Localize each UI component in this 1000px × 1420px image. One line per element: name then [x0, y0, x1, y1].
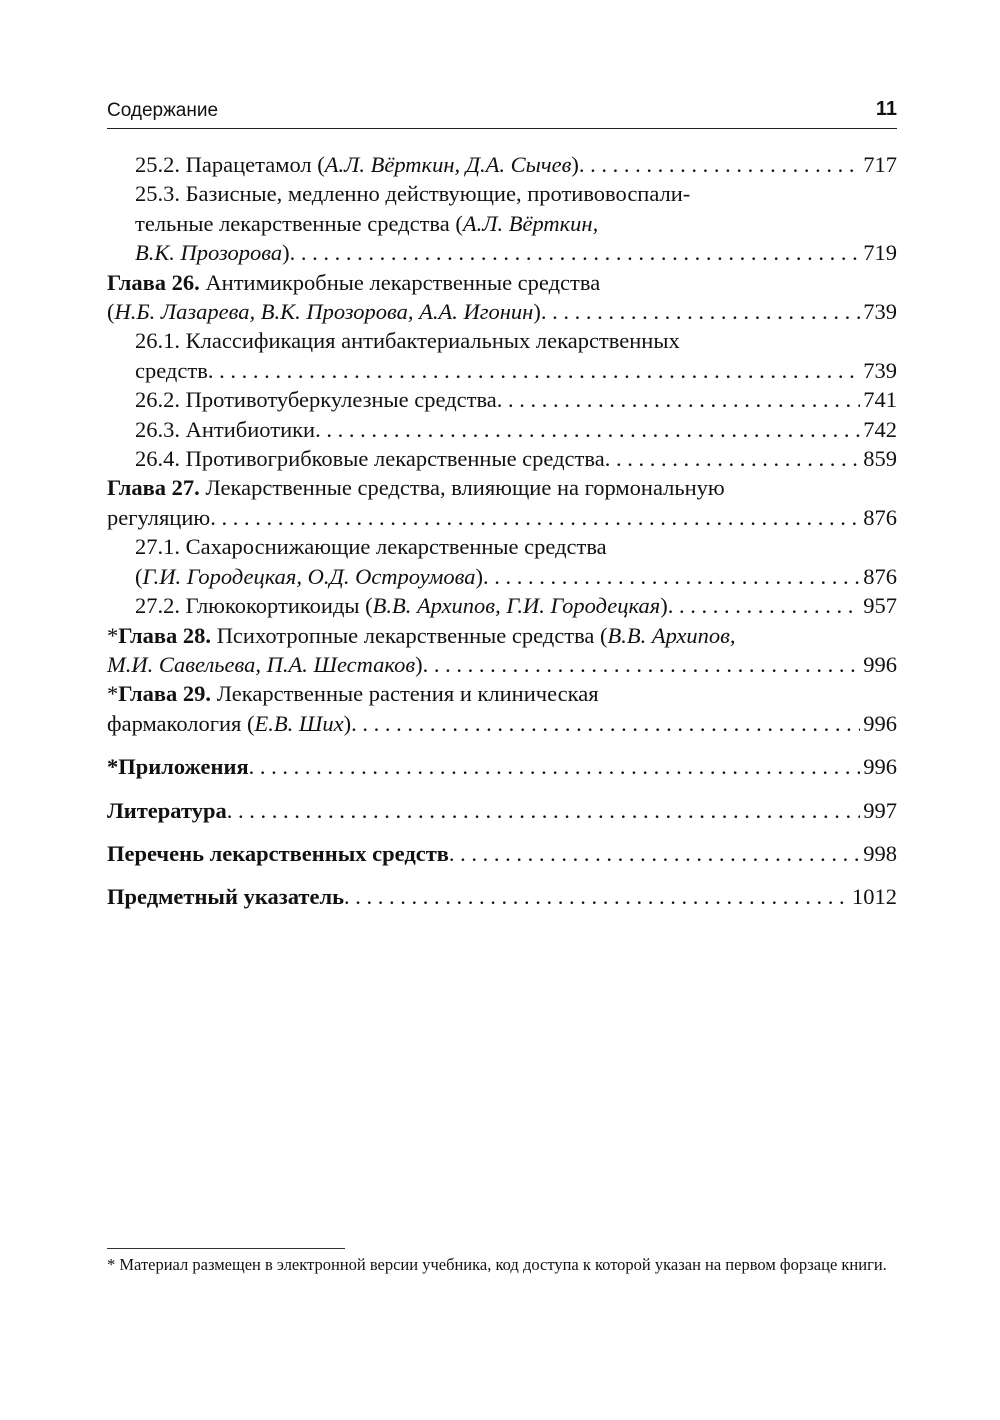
toc-chapter-28[interactable] — [107, 621, 897, 650]
toc-page-number: 876 — [863, 504, 897, 530]
toc-page-number: 957 — [863, 593, 897, 619]
toc-entry-authors: В.К. Прозорова — [135, 240, 283, 266]
dot-leader — [579, 150, 860, 179]
toc-entry-authors: М.И. Савельева, П.А. Шестаков — [107, 651, 416, 677]
table-of-contents — [107, 150, 897, 912]
chapter-title: Лекарственные средства, влияющие на гормональную — [199, 475, 725, 501]
chapter-label: Глава 27. — [107, 475, 200, 501]
dot-leader — [449, 839, 860, 868]
toc-chapter-29[interactable] — [107, 679, 897, 708]
footnote: * Материал размещен в электронной версии учебника, код доступа к которой указан на первом форзаце книги. — [107, 1255, 887, 1274]
toc-chapter-26-authors[interactable] — [107, 297, 897, 326]
toc-entry-authors: В.В. Архипов, Г.И. Городецкая — [372, 593, 661, 619]
toc-page-number: 739 — [863, 357, 897, 383]
dot-leader — [210, 503, 860, 532]
toc-literature[interactable] — [107, 796, 897, 825]
dot-leader — [351, 709, 860, 738]
toc-section-title: *Приложения — [107, 754, 249, 780]
toc-page-number: 717 — [863, 152, 897, 177]
toc-page-number: 876 — [863, 563, 897, 589]
toc-entry-25-3-cont[interactable] — [107, 209, 897, 238]
dot-leader — [315, 415, 860, 444]
toc-page-number: 996 — [863, 710, 897, 736]
toc-entry-paren: ) — [343, 710, 352, 736]
toc-drug-list[interactable] — [107, 839, 897, 868]
toc-entry-authors: Г.И. Городецкая, О.Д. Остроумова — [142, 563, 476, 589]
page-number: 11 — [875, 98, 897, 120]
dot-leader — [290, 238, 861, 267]
toc-entry-text: 26.4. Противогрибковые лекарственные средства — [135, 446, 605, 472]
toc-entry-paren: ) — [475, 563, 484, 589]
dot-leader — [497, 385, 860, 414]
toc-entry-text: средств — [135, 357, 208, 383]
toc-entry-paren: ) — [415, 651, 423, 677]
toc-page-number: 998 — [863, 840, 897, 866]
toc-entry-text: тельные лекарственные средства ( — [135, 210, 463, 236]
toc-entry-paren: ( — [107, 299, 115, 325]
dot-leader — [541, 297, 860, 326]
dot-leader — [423, 650, 861, 679]
toc-entry-25-3-end[interactable] — [107, 238, 897, 267]
chapter-label: Глава 26. — [107, 269, 200, 295]
chapter-label: Глава 29. — [118, 681, 212, 707]
toc-page-number: 859 — [863, 446, 897, 472]
chapter-title: Антимикробные лекарственные средства — [199, 269, 601, 295]
toc-page-number: 739 — [863, 299, 897, 325]
dot-leader — [249, 752, 861, 781]
toc-entry-25-3[interactable] — [107, 179, 897, 208]
asterisk: * — [107, 622, 119, 648]
toc-entry-text: 27.1. Сахароснижающие лекарственные средства — [135, 534, 607, 560]
toc-entry-text: 26.2. Противотуберкулезные средства — [135, 387, 497, 413]
toc-entry-authors: В.В. Архипов, — [607, 622, 736, 648]
toc-entry-27-1-authors[interactable] — [107, 562, 897, 591]
chapter-title: Лекарственные растения и клиническая — [211, 681, 599, 707]
toc-section-title: Литература — [107, 797, 227, 823]
toc-entry-27-1[interactable] — [107, 532, 897, 561]
toc-section-title: Предметный указатель — [107, 884, 344, 910]
toc-chapter-27-cont[interactable] — [107, 503, 897, 532]
toc-chapter-27[interactable] — [107, 473, 897, 502]
toc-entry-26-3[interactable] — [107, 415, 897, 444]
dot-leader — [344, 882, 849, 911]
toc-chapter-28-authors[interactable] — [107, 650, 897, 679]
toc-page-number: 741 — [863, 387, 897, 413]
running-header — [107, 98, 897, 129]
toc-chapter-29-cont[interactable] — [107, 709, 897, 738]
chapter-title: фармакология ( — [107, 710, 255, 736]
toc-entry-paren: ) — [282, 240, 290, 266]
toc-entry-paren: ( — [135, 563, 143, 589]
running-header-title: Содержание — [107, 100, 219, 121]
toc-appendices[interactable] — [107, 752, 897, 781]
dot-leader — [668, 591, 861, 620]
toc-page-number: 996 — [863, 754, 897, 780]
toc-entry-text: 26.1. Классификация антибактериальных лекарственных — [135, 328, 680, 354]
asterisk: * — [107, 681, 119, 707]
toc-entry-authors: Е.В. Ших — [254, 710, 344, 736]
dot-leader — [227, 796, 861, 825]
dot-leader — [208, 356, 860, 385]
toc-entry-text: 25.2. Парацетамол ( — [135, 152, 325, 177]
toc-chapter-26[interactable] — [107, 268, 897, 297]
toc-subject-index[interactable] — [107, 882, 897, 911]
toc-entry-25-2[interactable] — [107, 150, 897, 179]
toc-entry-26-2[interactable] — [107, 385, 897, 414]
dot-leader — [483, 562, 860, 591]
toc-entry-paren: ) — [533, 299, 541, 325]
toc-entry-text: 27.2. Глюкокортикоиды ( — [135, 593, 373, 619]
footnote-separator — [107, 1248, 345, 1249]
toc-page-number: 997 — [863, 797, 897, 823]
dot-leader — [605, 444, 861, 473]
toc-page-number: 1012 — [852, 884, 897, 910]
toc-page-number: 996 — [863, 651, 897, 677]
toc-page-number: 742 — [863, 416, 897, 442]
toc-entry-26-1-cont[interactable] — [107, 356, 897, 385]
toc-entry-26-4[interactable] — [107, 444, 897, 473]
chapter-title: Психотропные лекарственные средства ( — [211, 622, 608, 648]
toc-entry-26-1[interactable] — [107, 326, 897, 355]
chapter-label: Глава 28. — [118, 622, 212, 648]
toc-section-title: Перечень лекарственных средств — [107, 840, 449, 866]
toc-entry-text: 26.3. Антибиотики — [135, 416, 316, 442]
toc-entry-paren: ) — [571, 152, 579, 177]
toc-entry-paren: ) — [660, 593, 668, 619]
toc-entry-text: 25.3. Базисные, медленно действующие, противовоспали- — [135, 181, 691, 207]
toc-entry-27-2[interactable] — [107, 591, 897, 620]
toc-entry-authors: А.Л. Вёрткин, Д.А. Сычев — [324, 152, 572, 177]
toc-entry-authors: Н.Б. Лазарева, В.К. Прозорова, А.А. Игонин — [114, 299, 534, 325]
toc-entry-authors: А.Л. Вёрткин, — [462, 210, 599, 236]
chapter-title: регуляцию — [107, 504, 211, 530]
toc-page-number: 719 — [863, 240, 897, 266]
